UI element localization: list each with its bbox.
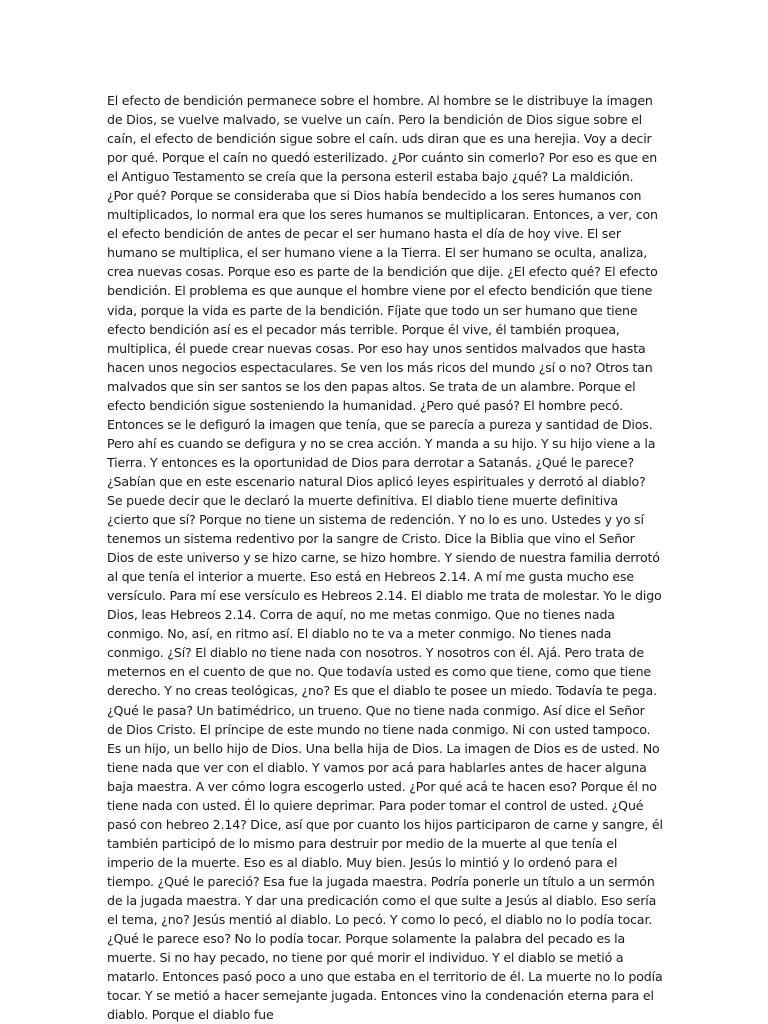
body-paragraph: El efecto de bendición permanece sobre el hombre. Al hombre se le distribuye la imagen de Dios, se vuelve malvado, se vuelve un caín. Pero la bendición de Dios sigue sobre el caín, el efecto de bendición sigue sobre el caín. uds diran que es una herejia. Voy a decir por qué. Porque el caín no quedó esterilizado. ¿Por cuánto sin comerlo? Por eso es que en el Antiguo Testamento se creía que la persona esteril estaba bajo ¿qué? La maldición. ¿Por qué? Porque se consideraba que si Dios había bendecido a los seres humanos con multiplicados, lo normal era que los seres humanos se multiplicaran. Entonces, a ver, con el efecto bendición de antes de pecar el ser humano hasta el día de hoy vive. El ser humano se multiplica, el ser humano viene a la Tierra. El ser humano se oculta, analiza, crea nuevas cosas. Porque eso es parte de la bendición que dije. ¿El efecto qué? El efecto bendición. El problema es que aunque el hombre viene por el efecto bendición que tiene vida, porque la vida es parte de la bendición. Fíjate que todo un ser humano que tiene efecto bendición así es el pecador más terrible. Porque él vive, él también proquea, multiplica, él puede crear nuevas cosas. Por eso hay unos sentidos malvados que hasta hacen unos negocios espectaculares. Se ven los más ricos del mundo ¿sí o no? Otros tan malvados que sin ser santos se los den papas altos. Se trata de un alambre. Porque el efecto bendición sigue sosteniendo la humanidad. ¿Pero qué pasó? El hombre pecó. Entonces se le defiguró la imagen que tenía, que se parecía a pureza y santidad de Dios. Pero ahí es cuando se defigura y no se crea acción. Y manda a su hijo. Y su hijo viene a la Tierra. Y entonces es la oportunidad de Dios para derrotar a Satanás. ¿Qué le parece? ¿Sabían que en este escenario natural Dios aplicó leyes espirituales y derrotó al diablo? Se puede decir que le declaró la muerte definitiva. El diablo tiene muerte definitiva ¿cierto que sí? Porque no tiene un sistema de redención. Y no lo es uno. Ustedes y yo sí tenemos un sistema redentivo por la sangre de Cristo. Dice la Biblia que vino el Señor Dios de este universo y se hizo carne, se hizo hombre. Y siendo de nuestra familia derrotó al que tenía el interior a muerte. Eso está en Hebreos 2.14. A mí me gusta mucho ese versículo. Para mí ese versículo es Hebreos 2.14. El diablo me trata de molestar. Yo le digo Dios, leas Hebreos 2.14. Corra de aquí, no me metas conmigo. Que no tienes nada conmigo. No, así, en ritmo así. El diablo no te va a meter conmigo. No tienes nada conmigo. ¿Sí? El diablo no tiene nada con nosotros. Y nosotros con él. Ajá. Pero trata de meternos en el cuento de que no. Que todavía usted es como que tiene, como que tiene derecho. Y no creas teológicas, ¿no? Es que el diablo te posee un miedo. Todavía te pega. ¿Qué le pasa? Un batimédrico, un trueno. Que no tiene nada conmigo. Así dice el Señor de Dios Cristo. El príncipe de este mundo no tiene nada conmigo. Ni con usted tampoco. Es un hijo, un bello hijo de Dios. Una bella hija de Dios. La imagen de Dios es de usted. No tiene nada que ver con el diablo. Y vamos por acá para hablarles antes de hacer alguna baja maestra. A ver cómo logra escogerlo usted. ¿Por qué acá te hacen eso? Porque él no tiene nada con usted. Él lo quiere deprimar. Para poder tomar el control de usted. ¿Qué pasó con hebreo 2.14? Dice, así que por cuanto los hijos participaron de carne y sangre, él también participó de lo mismo para destruir por medio de la muerte al que tenía el imperio de la muerte. Eso es al diablo. Muy bien. Jesús lo mintió y lo ordenó para el tiempo. ¿Qué le pareció? Esa fue la jugada maestra. Podría ponerle un título a un sermón de la jugada maestra. Y dar una predicación como el que sulte a Jesús al diablo. Eso sería el tema, ¿no? Jesús mentió al diablo. Lo pecó. Y como lo pecó, el diablo no lo podía tocar. ¿Qué le parece eso? No lo podía tocar. Porque solamente la palabra del pecado es la muerte. Si no hay pecado, no tiene por qué morir el individuo. Y el diablo se metió a matarlo. Entonces pasó poco a uno que estaba en el territorio de él. La muerte no lo podía tocar. Y se metió a hacer semejante jugada. Entonces vino la condenación eterna para el diablo. Porque el diablo fue xyxy=(107,93,663,1023)
